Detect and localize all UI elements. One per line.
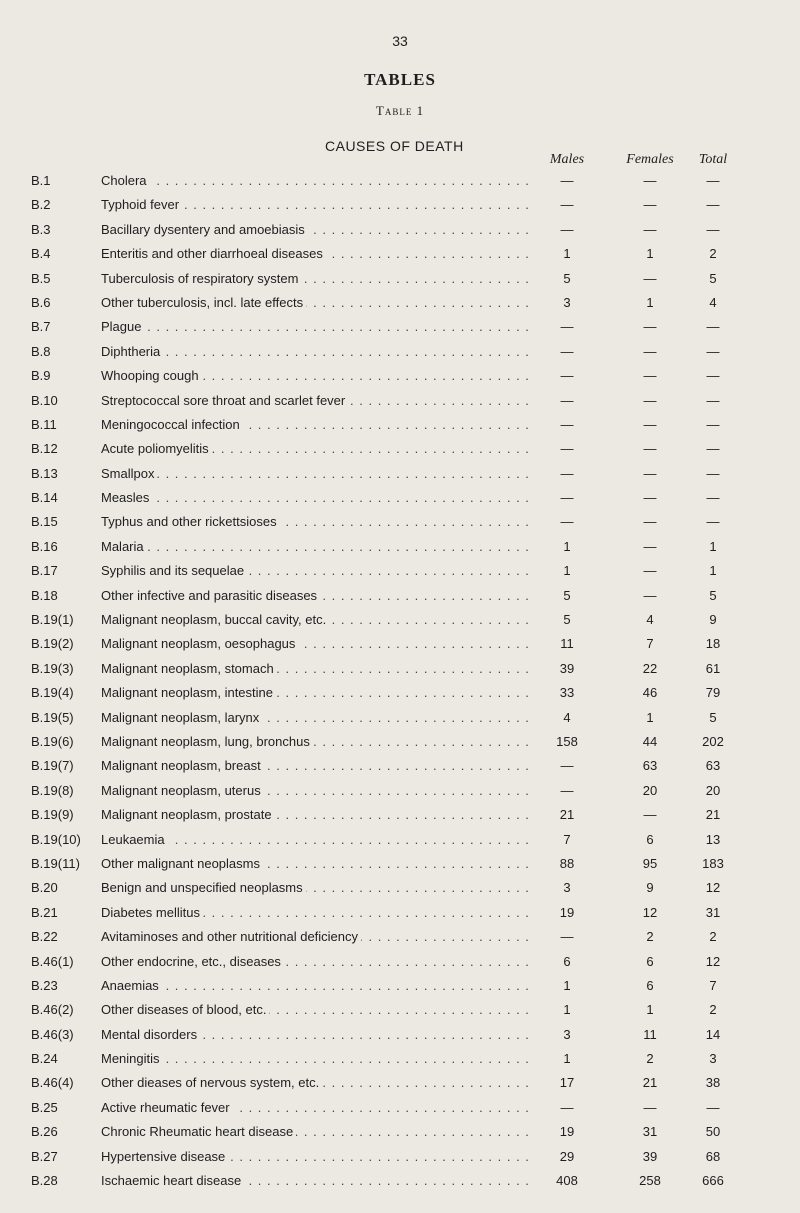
table-row — [0, 412, 800, 436]
females-count: 21 — [642, 1075, 658, 1091]
table-row — [0, 461, 800, 485]
total-count: 31 — [705, 904, 721, 920]
males-count: — — [560, 221, 574, 237]
table-row — [0, 680, 800, 704]
table-row — [0, 729, 800, 753]
total-count: — — [706, 490, 720, 506]
total-count: — — [706, 343, 720, 359]
cause-name: Malignant neoplasm, larynx . . . — [101, 710, 533, 725]
table-label: Table 1 — [375, 103, 425, 118]
cause-name: Avitaminoses and other nutritional deficiency . . . — [101, 929, 533, 944]
cause-name: Hypertensive disease . . . — [101, 1149, 533, 1164]
table-row — [0, 827, 800, 851]
males-count: 5 — [563, 587, 571, 603]
cause-code: B.46(4) — [31, 1075, 74, 1091]
column-header-total: Total — [698, 152, 728, 167]
table-row — [0, 949, 800, 973]
males-count: 29 — [559, 1148, 575, 1164]
males-count: 4 — [563, 709, 571, 725]
causes-of-death-table — [0, 168, 800, 1192]
cause-code: B.19(8) — [31, 782, 74, 798]
total-count: — — [706, 1099, 720, 1115]
cause-code: B.19(5) — [31, 709, 74, 725]
table-row — [0, 900, 800, 924]
total-count: — — [706, 514, 720, 530]
cause-name: Typhoid fever . . . — [101, 197, 533, 212]
females-count: 39 — [642, 1148, 658, 1164]
total-count: — — [706, 465, 720, 481]
cause-name: Malignant neoplasm, prostate . . . — [101, 807, 533, 822]
total-count: — — [706, 173, 720, 188]
cause-code: B.46(3) — [31, 1026, 74, 1042]
females-count: 4 — [646, 612, 654, 628]
cause-code: B.19(11) — [31, 855, 80, 871]
total-count: 183 — [702, 855, 724, 871]
females-count: 1 — [646, 1002, 654, 1018]
cause-code: B.18 — [31, 587, 58, 603]
males-count: 158 — [556, 733, 578, 749]
cause-name: Meningococcal infection . . . — [101, 417, 533, 432]
males-count: — — [560, 929, 574, 945]
females-count: — — [643, 392, 657, 408]
total-count: 7 — [709, 977, 717, 993]
females-count: — — [643, 270, 657, 286]
cause-code: B.20 — [31, 880, 58, 896]
cause-code: B.19(10) — [31, 831, 81, 847]
cause-code: B.19(2) — [31, 636, 74, 652]
total-count: 1 — [709, 538, 717, 554]
table-row — [0, 485, 800, 509]
table-row — [0, 1046, 800, 1070]
table-row — [0, 363, 800, 387]
females-count: 20 — [642, 782, 658, 798]
cause-code: B.7 — [31, 319, 51, 335]
males-count: 17 — [559, 1075, 575, 1091]
males-count: 408 — [556, 1173, 578, 1189]
cause-code: B.1 — [31, 173, 51, 188]
total-count: 202 — [702, 733, 724, 749]
page-title: TABLES — [364, 70, 436, 89]
total-count: 12 — [705, 880, 721, 896]
cause-code: B.5 — [31, 270, 51, 286]
cause-name: Chronic Rheumatic heart disease . . . — [101, 1124, 533, 1139]
cause-name: Other dieases of nervous system, etc. . . . — [101, 1075, 533, 1090]
total-count: 13 — [705, 831, 721, 847]
cause-name: Other malignant neoplasms . . . — [101, 856, 533, 871]
cause-code: B.19(1) — [31, 612, 74, 628]
females-count: — — [643, 465, 657, 481]
table-row — [0, 534, 800, 558]
males-count: — — [560, 782, 574, 798]
females-count: — — [643, 490, 657, 506]
cause-name: Active rheumatic fever . . . — [101, 1100, 533, 1115]
table-row — [0, 1119, 800, 1143]
males-count: 3 — [563, 294, 571, 310]
males-count: 88 — [559, 855, 575, 871]
cause-code: B.19(6) — [31, 733, 74, 749]
females-count: 95 — [642, 855, 658, 871]
table-row — [0, 1095, 800, 1119]
males-count: — — [560, 392, 574, 408]
males-count: 6 — [563, 953, 571, 969]
males-count: — — [560, 514, 574, 530]
males-count: 1 — [563, 246, 571, 262]
total-count: 50 — [705, 1124, 721, 1140]
table-row — [0, 997, 800, 1021]
table-row — [0, 656, 800, 680]
cause-code: B.22 — [31, 929, 58, 945]
males-count: 1 — [563, 1051, 571, 1067]
males-count: — — [560, 343, 574, 359]
total-count: 5 — [709, 709, 717, 725]
males-count: 39 — [559, 660, 575, 676]
females-count: 63 — [642, 758, 658, 774]
cause-code: B.24 — [31, 1051, 58, 1067]
cause-name: Malignant neoplasm, stomach . . . — [101, 661, 533, 676]
males-count: — — [560, 319, 574, 335]
cause-code: B.3 — [31, 221, 51, 237]
cause-code: B.23 — [31, 977, 58, 993]
cause-code: B.14 — [31, 490, 58, 506]
cause-name: Malignant neoplasm, breast . . . — [101, 758, 533, 773]
table-row — [0, 314, 800, 338]
females-count: 9 — [646, 880, 654, 896]
cause-code: B.16 — [31, 538, 58, 554]
males-count: 5 — [563, 612, 571, 628]
females-count: 31 — [642, 1124, 658, 1140]
section-title: CAUSES OF DEATH — [325, 138, 464, 154]
table-row — [0, 778, 800, 802]
females-count: — — [643, 538, 657, 554]
males-count: — — [560, 368, 574, 384]
cause-code: B.46(1) — [31, 953, 74, 969]
females-count: — — [643, 514, 657, 530]
females-count: — — [643, 319, 657, 335]
table-row — [0, 1168, 800, 1192]
females-count: 22 — [642, 660, 658, 676]
cause-name: Leukaemia . . . — [101, 832, 533, 847]
males-count: 7 — [563, 831, 571, 847]
males-count: 1 — [563, 1002, 571, 1018]
females-count: — — [643, 173, 657, 188]
cause-name: Smallpox . . . — [101, 466, 533, 481]
cause-code: B.27 — [31, 1148, 58, 1164]
table-row — [0, 753, 800, 777]
total-count: — — [706, 368, 720, 384]
males-count: 3 — [563, 880, 571, 896]
cause-name: Whooping cough . . . — [101, 368, 533, 383]
table-row — [0, 168, 800, 192]
table-row — [0, 973, 800, 997]
females-count: 1 — [646, 709, 654, 725]
males-count: — — [560, 490, 574, 506]
total-count: 2 — [709, 246, 717, 262]
total-count: 68 — [705, 1148, 721, 1164]
table-row — [0, 583, 800, 607]
females-count: 1 — [646, 294, 654, 310]
cause-name: Plague . . . — [101, 319, 533, 334]
cause-code: B.17 — [31, 563, 58, 579]
table-row — [0, 1144, 800, 1168]
females-count: 12 — [642, 904, 658, 920]
cause-name: Anaemias . . . — [101, 978, 533, 993]
cause-name: Mental disorders . . . — [101, 1027, 533, 1042]
table-row — [0, 217, 800, 241]
table-row — [0, 631, 800, 655]
cause-code: B.6 — [31, 294, 51, 310]
females-count: — — [643, 221, 657, 237]
cause-name: Typhus and other rickettsioses . . . — [101, 514, 533, 529]
cause-name: Diabetes mellitus . . . — [101, 905, 533, 920]
females-count: 6 — [646, 977, 654, 993]
total-count: 38 — [705, 1075, 721, 1091]
cause-code: B.19(3) — [31, 660, 74, 676]
table-row — [0, 241, 800, 265]
females-count: 258 — [639, 1173, 661, 1189]
females-count: — — [643, 587, 657, 603]
table-row — [0, 924, 800, 948]
females-count: — — [643, 807, 657, 823]
total-count: 14 — [705, 1026, 721, 1042]
males-count: 21 — [559, 807, 575, 823]
table-row — [0, 266, 800, 290]
cause-code: B.46(2) — [31, 1002, 74, 1018]
cause-name: Malignant neoplasm, uterus . . . — [101, 783, 533, 798]
cause-code: B.21 — [31, 904, 58, 920]
column-header-males: Males — [549, 152, 585, 167]
cause-code: B.9 — [31, 368, 51, 384]
table-row — [0, 290, 800, 314]
males-count: 33 — [559, 685, 575, 701]
total-count: 5 — [709, 587, 717, 603]
males-count: 19 — [559, 904, 575, 920]
cause-code: B.13 — [31, 465, 58, 481]
cause-name: Malignant neoplasm, intestine . . . — [101, 685, 533, 700]
cause-name: Acute poliomyelitis . . . — [101, 441, 533, 456]
females-count: 44 — [642, 733, 658, 749]
table-row — [0, 436, 800, 460]
page-number: 33 — [392, 33, 408, 49]
cause-name: Ischaemic heart disease . . . — [101, 1173, 533, 1188]
females-count: 46 — [642, 685, 658, 701]
table-row — [0, 339, 800, 363]
total-count: 3 — [709, 1051, 717, 1067]
table-row — [0, 558, 800, 582]
males-count: 1 — [563, 538, 571, 554]
males-count: — — [560, 197, 574, 213]
females-count: 2 — [646, 1051, 654, 1067]
cause-name: Measles . . . — [101, 490, 533, 505]
table-row — [0, 875, 800, 899]
females-count: — — [643, 441, 657, 457]
table-row — [0, 1022, 800, 1046]
total-count: — — [706, 392, 720, 408]
cause-name: Other diseases of blood, etc. . . . — [101, 1002, 533, 1017]
males-count: — — [560, 1099, 574, 1115]
cause-code: B.11 — [31, 416, 57, 432]
males-count: — — [560, 441, 574, 457]
total-count: 9 — [709, 612, 717, 628]
total-count: 5 — [709, 270, 717, 286]
cause-code: B.10 — [31, 392, 58, 408]
total-count: 1 — [709, 563, 717, 579]
total-count: 61 — [705, 660, 721, 676]
females-count: — — [643, 1099, 657, 1115]
cause-name: Streptococcal sore throat and scarlet fever . . . — [101, 393, 533, 408]
cause-code: B.12 — [31, 441, 58, 457]
cause-code: B.4 — [31, 246, 51, 262]
column-header-females: Females — [626, 152, 674, 167]
cause-name: Cholera . . . — [101, 173, 533, 188]
females-count: 6 — [646, 953, 654, 969]
females-count: 11 — [643, 1026, 657, 1042]
cause-name: Malaria . . . — [101, 539, 533, 554]
total-count: — — [706, 441, 720, 457]
males-count: — — [560, 173, 574, 188]
table-row — [0, 607, 800, 631]
cause-name: Malignant neoplasm, lung, bronchus . . . — [101, 734, 533, 749]
table-row — [0, 802, 800, 826]
males-count: 11 — [560, 636, 574, 652]
total-count: 79 — [705, 685, 721, 701]
males-count: — — [560, 416, 574, 432]
cause-name: Other infective and parasitic diseases . . . — [101, 588, 533, 603]
total-count: 2 — [709, 1002, 717, 1018]
cause-name: Benign and unspecified neoplasms . . . — [101, 880, 533, 895]
females-count: 1 — [646, 246, 654, 262]
table-row — [0, 388, 800, 412]
cause-code: B.19(7) — [31, 758, 74, 774]
table-row — [0, 509, 800, 533]
males-count: 5 — [563, 270, 571, 286]
total-count: — — [706, 319, 720, 335]
females-count: — — [643, 197, 657, 213]
total-count: — — [706, 197, 720, 213]
females-count: — — [643, 563, 657, 579]
table-row — [0, 705, 800, 729]
males-count: — — [560, 465, 574, 481]
total-count: 21 — [705, 807, 721, 823]
cause-name: Meningitis . . . — [101, 1051, 533, 1066]
total-count: 4 — [709, 294, 717, 310]
males-count: 1 — [563, 977, 571, 993]
total-count: 18 — [705, 636, 721, 652]
females-count: 6 — [646, 831, 654, 847]
cause-name: Other endocrine, etc., diseases . . . — [101, 954, 533, 969]
males-count: — — [560, 758, 574, 774]
cause-code: B.26 — [31, 1124, 58, 1140]
females-count: 7 — [646, 636, 654, 652]
cause-name: Tuberculosis of respiratory system . . . — [101, 271, 533, 286]
cause-code: B.15 — [31, 514, 58, 530]
total-count: — — [706, 416, 720, 432]
table-row — [0, 1070, 800, 1094]
total-count: 666 — [702, 1173, 724, 1189]
females-count: — — [643, 343, 657, 359]
total-count: 2 — [709, 929, 717, 945]
total-count: 63 — [705, 758, 721, 774]
males-count: 19 — [559, 1124, 575, 1140]
cause-name: Enteritis and other diarrhoeal diseases . . . — [101, 246, 533, 261]
table-row — [0, 192, 800, 216]
females-count: 2 — [646, 929, 654, 945]
cause-code: B.2 — [31, 197, 51, 213]
table-row — [0, 851, 800, 875]
total-count: — — [706, 221, 720, 237]
cause-name: Other tuberculosis, incl. late effects . . . — [101, 295, 533, 310]
cause-name: Diphtheria . . . — [101, 344, 533, 359]
females-count: — — [643, 368, 657, 384]
cause-code: B.19(9) — [31, 807, 74, 823]
females-count: — — [643, 416, 657, 432]
cause-name: Bacillary dysentery and amoebiasis . . . — [101, 222, 533, 237]
cause-code: B.19(4) — [31, 685, 74, 701]
cause-code: B.8 — [31, 343, 51, 359]
cause-code: B.25 — [31, 1099, 58, 1115]
cause-name: Malignant neoplasm, buccal cavity, etc. . . . — [101, 612, 533, 627]
males-count: 1 — [563, 563, 571, 579]
males-count: 3 — [563, 1026, 571, 1042]
total-count: 20 — [705, 782, 721, 798]
total-count: 12 — [705, 953, 721, 969]
cause-code: B.28 — [31, 1173, 58, 1189]
cause-name: Syphilis and its sequelae . . . — [101, 563, 533, 578]
cause-name: Malignant neoplasm, oesophagus . . . — [101, 636, 533, 651]
